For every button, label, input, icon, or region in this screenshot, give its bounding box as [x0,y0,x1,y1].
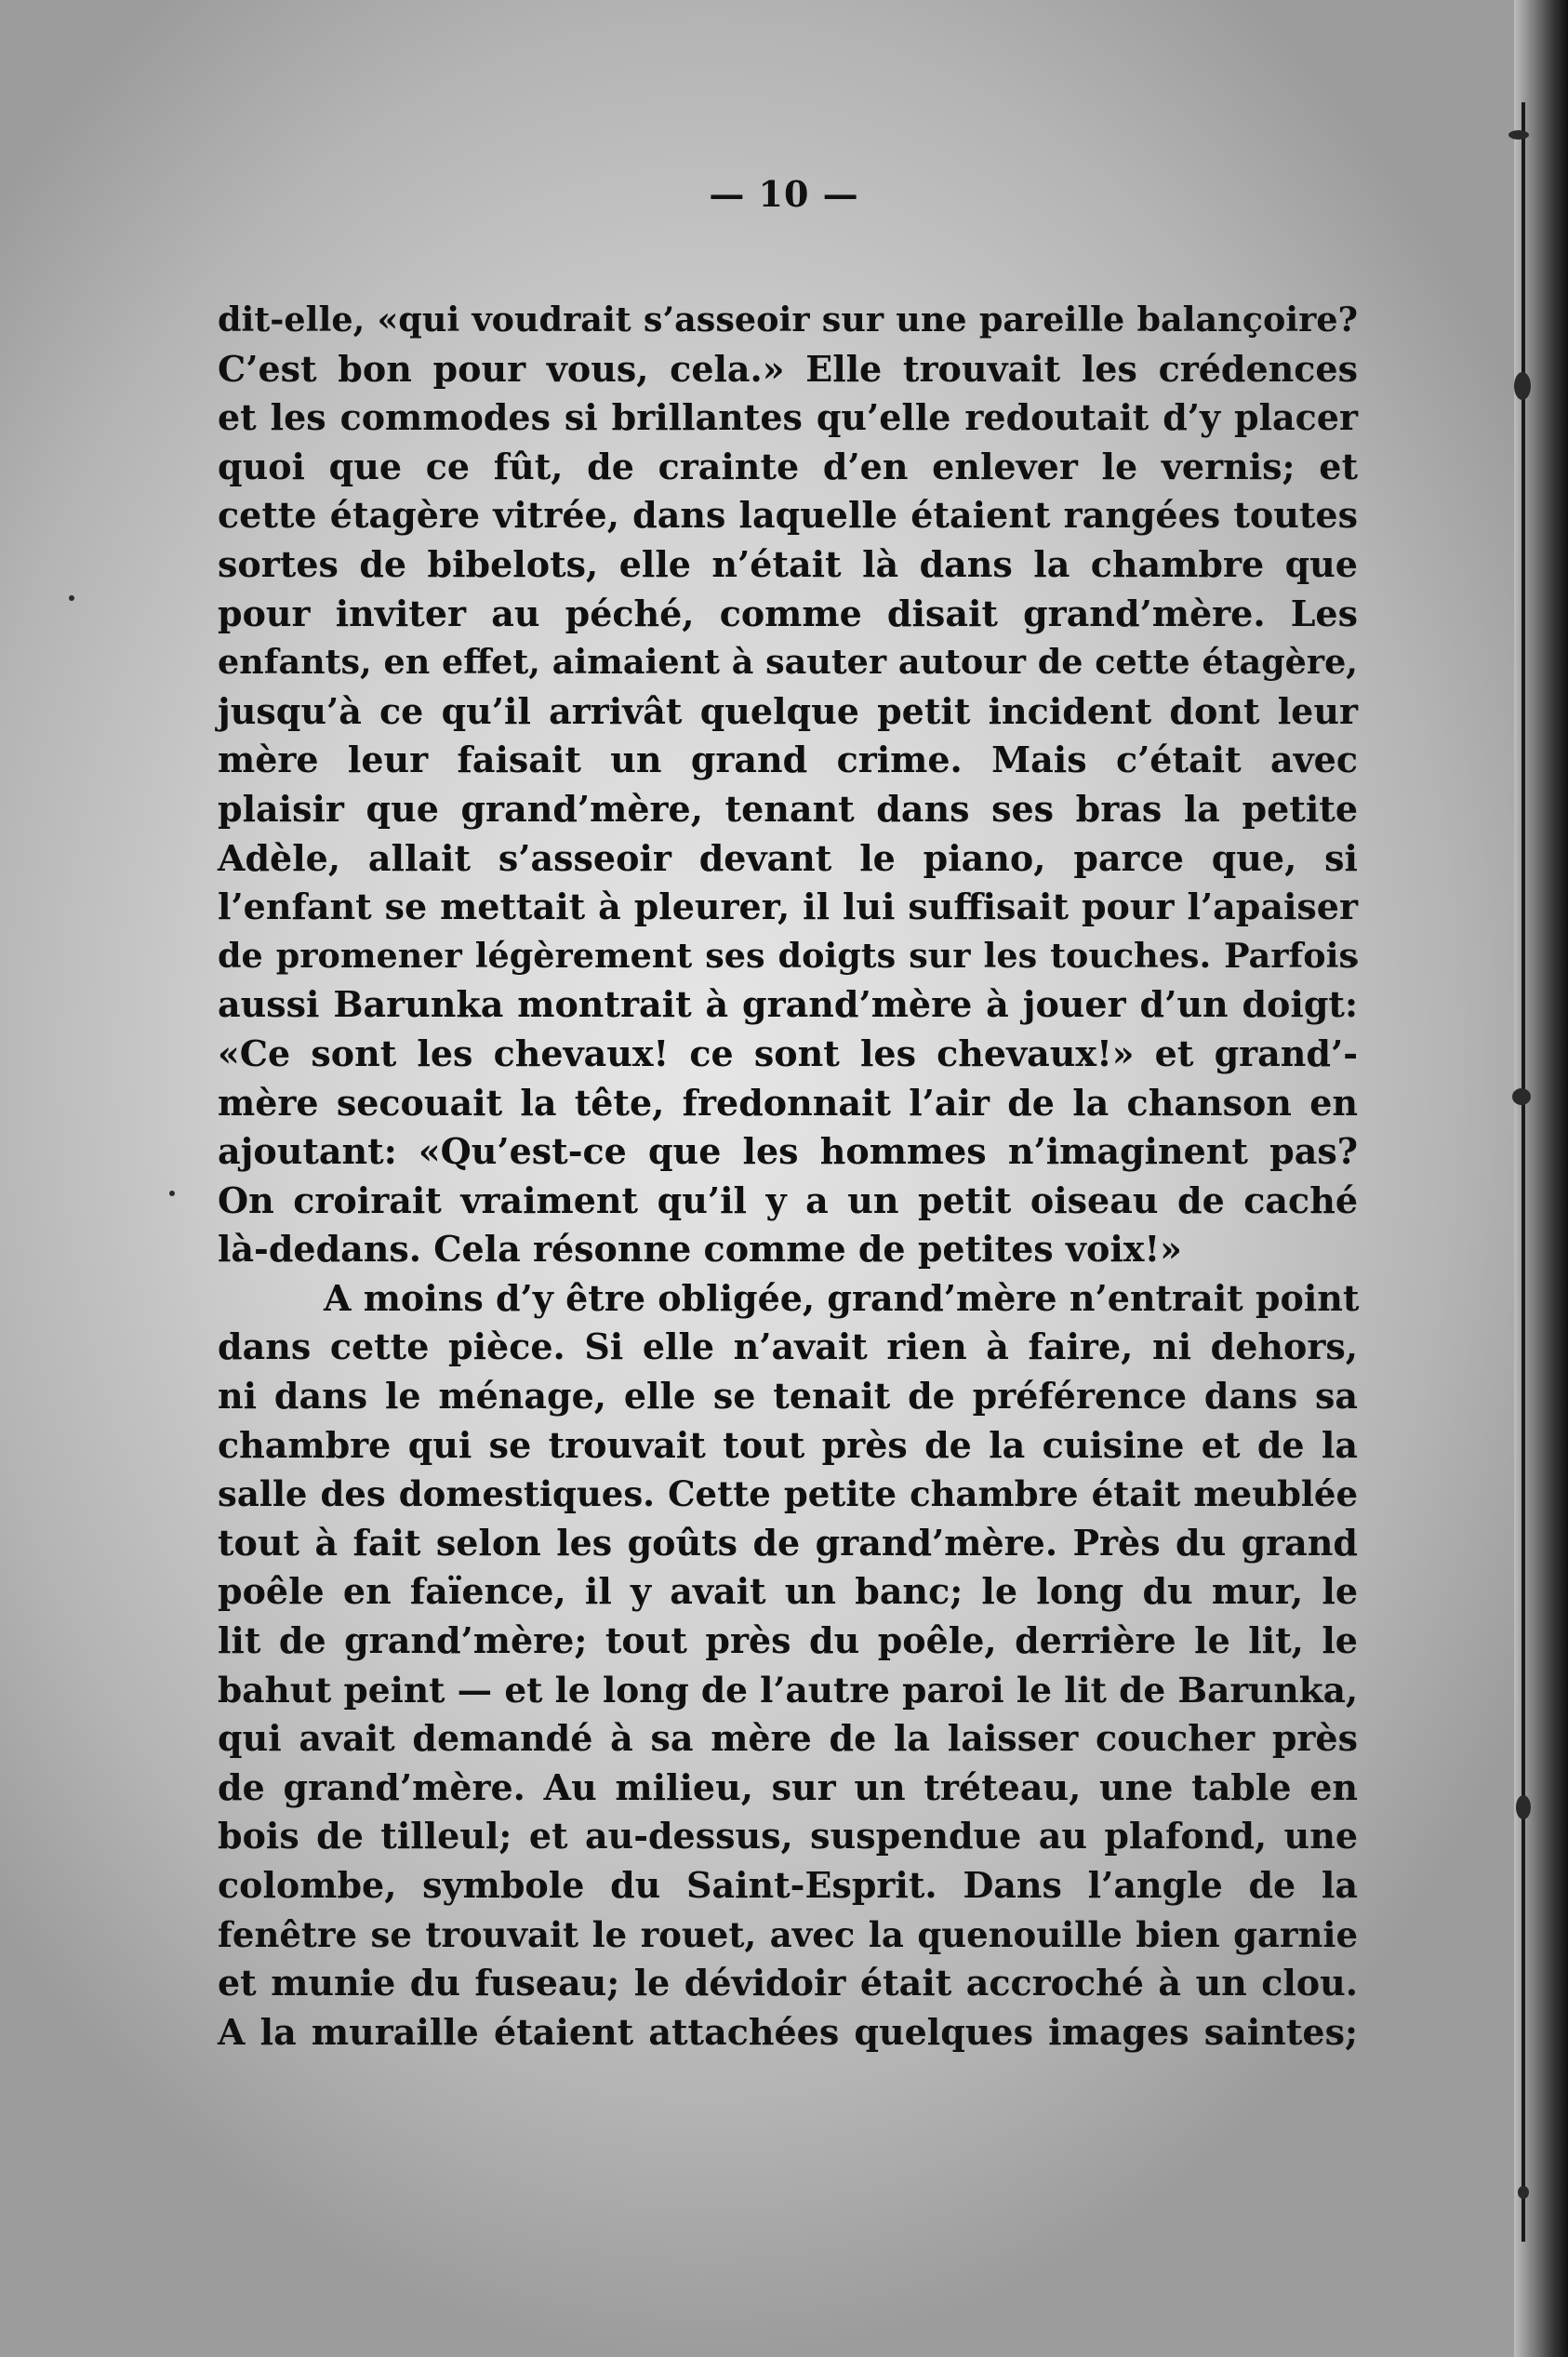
text-line: dit-elle, «qui voudrait s’asseoir sur une pareille balançoire? [218,300,1358,340]
text-line: enfants, en effet, aimaient à sauter autour de cette étagère, [218,642,1358,683]
speck [169,1191,175,1196]
speck [1514,372,1531,400]
text-line: Adèle, allait s’asseoir devant le piano, parce que, si [218,836,1358,879]
speck [1508,130,1529,140]
text-line: bois de tilleul; et au-dessus, suspendue au plafond, une [218,1815,1358,1858]
binding-line [1521,102,1525,2242]
text-line: et les commodes si brillantes qu’elle redoutait d’y placer [218,396,1358,439]
text-line: ajoutant: «Qu’est-ce que les hommes n’imaginent pas? [218,1130,1358,1173]
text-line: bahut peint — et le long de l’autre paroi le lit de Barunka, [218,1669,1358,1711]
speck [69,595,74,601]
text-line: colombe, symbole du Saint-Esprit. Dans l’angle de la [218,1864,1358,1906]
speck [1516,1795,1531,1819]
text-line: là-dedans. Cela résonne comme de petites voix!» [218,1228,1182,1271]
text-line: cette étagère vitrée, dans laquelle étaient rangées toutes [218,494,1358,537]
page-number: — 10 — [709,173,859,215]
text-line: «Ce sont les chevaux! ce sont les chevaux!» et grand’- [218,1032,1358,1074]
speck [1518,2186,1529,2199]
text-line: C’est bon pour vous, cela.» Elle trouvait les crédences [218,347,1358,390]
text-line: On croirait vraiment qu’il y a un petit oiseau de caché [218,1178,1358,1221]
text-line: aussi Barunka montrait à grand’mère à jouer d’un doigt: [218,983,1358,1026]
text-line: de promener légèrement ses doigts sur les touches. Parfois [218,935,1358,976]
text-line: lit de grand’mère; tout près du poêle, derrière le lit, le [218,1619,1358,1662]
body-text [218,296,1358,2057]
text-line: sortes de bibelots, elle n’était là dans la chambre que [218,542,1358,585]
text-line: jusqu’à ce qu’il arrivât quelque petit incident dont leur [218,689,1358,732]
text-line: ni dans le ménage, elle se tenait de préférence dans sa [218,1375,1358,1418]
text-line: tout à fait selon les goûts de grand’mère. Près du grand [218,1521,1358,1564]
text-line: quoi que ce fût, de crainte d’en enlever le vernis; et [218,445,1358,487]
text-line: A la muraille étaient attachées quelques images saintes; [218,2010,1358,2053]
text-line: l’enfant se mettait à pleurer, il lui suffisait pour l’apaiser [218,886,1358,928]
text-line: A moins d’y être obligée, grand’mère n’entrait point [324,1276,1360,1319]
text-line: mère secouait la tête, fredonnait l’air de la chanson en [218,1081,1358,1124]
text-line: mère leur faisait un grand crime. Mais c’était avec [218,739,1358,781]
speck [1512,1088,1531,1105]
text-line: poêle en faïence, il y avait un banc; le long du mur, le [218,1570,1358,1613]
text-line: fenêtre se trouvait le rouet, avec la quenouille bien garnie [218,1913,1358,1955]
text-line: pour inviter au péché, comme disait grand’mère. Les [218,592,1358,634]
text-line: de grand’mère. Au milieu, sur un tréteau, une table en [218,1765,1358,1808]
text-line: dans cette pièce. Si elle n’avait rien à faire, ni dehors, [218,1325,1358,1368]
text-line: salle des domestiques. Cette petite chambre était meublée [218,1473,1358,1515]
text-line: chambre qui se trouvait tout près de la cuisine et de la [218,1423,1358,1466]
text-line: et munie du fuseau; le dévidoir était accroché à un clou. [218,1962,1358,2004]
text-line: qui avait demandé à sa mère de la laisser coucher près [218,1717,1358,1760]
text-line: plaisir que grand’mère, tenant dans ses bras la petite [218,787,1358,830]
